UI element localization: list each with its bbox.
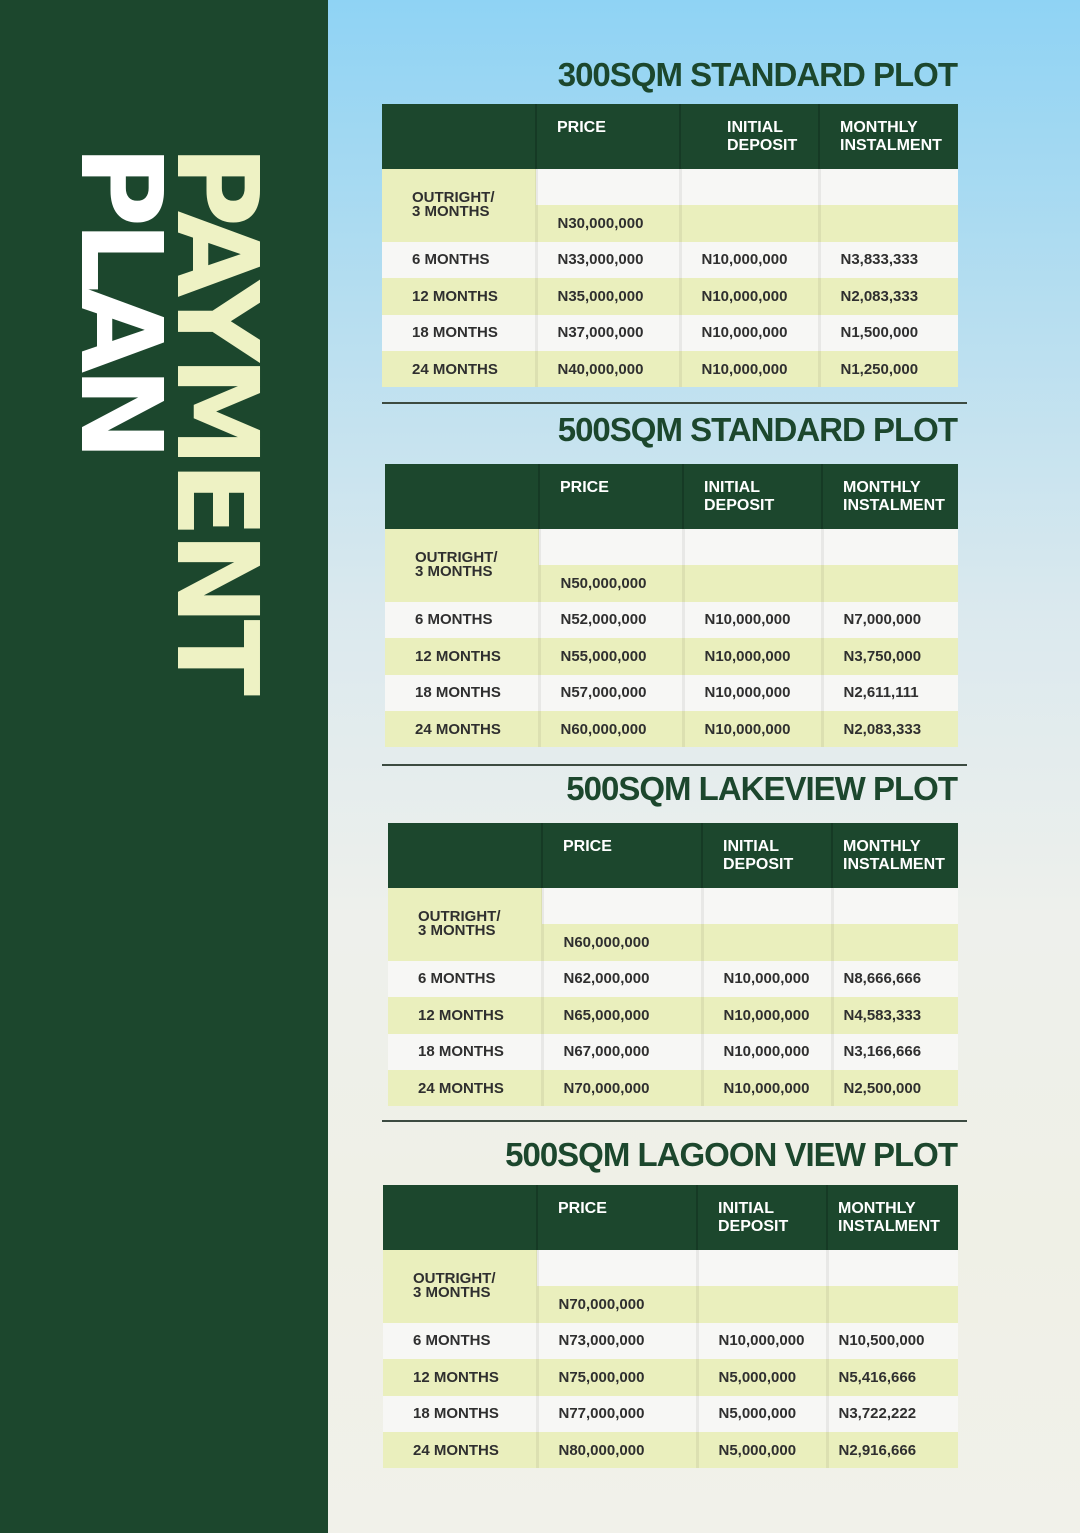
price-cell: N52,000,000 xyxy=(539,602,683,638)
term-cell: 6 MONTHS xyxy=(383,1323,537,1359)
header-price: PRICE xyxy=(542,823,702,888)
table-row xyxy=(383,1396,958,1432)
header-term xyxy=(382,104,536,169)
price-cell: N75,000,000 xyxy=(537,1359,697,1395)
table-row xyxy=(383,1250,958,1286)
monthly-cell: N8,666,666 xyxy=(832,961,958,997)
price-cell: N67,000,000 xyxy=(542,1034,702,1070)
monthly-cell: N1,250,000 xyxy=(819,351,958,387)
deposit-cell: N10,000,000 xyxy=(702,997,832,1033)
monthly-cell: N10,500,000 xyxy=(827,1323,958,1359)
term-cell: 24 MONTHS xyxy=(383,1432,537,1468)
section-divider xyxy=(382,1120,967,1122)
section-divider xyxy=(382,764,967,766)
monthly-cell: N5,416,666 xyxy=(827,1359,958,1395)
plan-title: 500SQM LAKEVIEW PLOT xyxy=(566,770,957,807)
header-term xyxy=(385,464,539,529)
price-cell: N33,000,000 xyxy=(536,242,680,278)
price-cell: N77,000,000 xyxy=(537,1396,697,1432)
deposit-cell xyxy=(683,565,822,601)
table-row xyxy=(383,1323,958,1359)
monthly-cell: N2,611,111 xyxy=(822,675,958,711)
term-cell: 6 MONTHS xyxy=(385,602,539,638)
term-cell: 18 MONTHS xyxy=(382,315,536,351)
monthly-cell xyxy=(827,1286,958,1322)
plan-title: 300SQM STANDARD PLOT xyxy=(557,56,957,93)
monthly-cell: N3,722,222 xyxy=(827,1396,958,1432)
term-cell: 12 MONTHS xyxy=(383,1359,537,1395)
term-cell: 18 MONTHS xyxy=(388,1034,542,1070)
plan-title: 500SQM LAGOON VIEW PLOT xyxy=(505,1136,957,1173)
title-payment: PAYMENT xyxy=(151,145,281,690)
monthly-cell xyxy=(822,565,958,601)
term-cell: OUTRIGHT/ 3 MONTHS xyxy=(388,888,542,961)
term-cell: 6 MONTHS xyxy=(382,242,536,278)
deposit-cell: N10,000,000 xyxy=(683,675,822,711)
sidebar-panel xyxy=(0,0,328,1533)
table-header-row xyxy=(385,464,958,529)
table-row xyxy=(383,1359,958,1395)
header-monthly: MONTHLY INSTALMENT xyxy=(822,464,958,529)
deposit-cell: N5,000,000 xyxy=(697,1432,827,1468)
term-cell: 24 MONTHS xyxy=(382,351,536,387)
table-header-row xyxy=(383,1185,958,1250)
deposit-cell: N10,000,000 xyxy=(680,351,819,387)
table-row xyxy=(382,278,958,314)
term-cell: 24 MONTHS xyxy=(388,1070,542,1106)
table-row xyxy=(382,351,958,387)
header-price: PRICE xyxy=(537,1185,697,1250)
term-cell: 12 MONTHS xyxy=(385,638,539,674)
section-divider xyxy=(382,402,967,404)
monthly-cell xyxy=(832,924,958,960)
monthly-cell: N2,083,333 xyxy=(822,711,958,747)
monthly-cell: N2,500,000 xyxy=(832,1070,958,1106)
header-price: PRICE xyxy=(536,104,680,169)
deposit-cell xyxy=(697,1286,827,1322)
price-cell: N65,000,000 xyxy=(542,997,702,1033)
table-row xyxy=(382,169,958,205)
price-cell: N40,000,000 xyxy=(536,351,680,387)
price-cell: N70,000,000 xyxy=(537,1286,697,1322)
term-cell: OUTRIGHT/ 3 MONTHS xyxy=(385,529,539,602)
table-row xyxy=(383,1432,958,1468)
deposit-cell: N5,000,000 xyxy=(697,1359,827,1395)
table-row xyxy=(385,711,958,747)
term-cell: 24 MONTHS xyxy=(385,711,539,747)
term-cell: 18 MONTHS xyxy=(383,1396,537,1432)
header-deposit: INITIAL DEPOSIT xyxy=(683,464,822,529)
table-header-row xyxy=(388,823,958,888)
header-monthly: MONTHLY INSTALMENT xyxy=(827,1185,958,1250)
monthly-cell: N3,833,333 xyxy=(819,242,958,278)
table-row xyxy=(385,675,958,711)
deposit-cell xyxy=(702,924,832,960)
table-row xyxy=(388,961,958,997)
table-row xyxy=(388,1034,958,1070)
header-term xyxy=(383,1185,537,1250)
price-cell: N60,000,000 xyxy=(542,924,702,960)
payment-table xyxy=(385,464,958,747)
header-monthly: MONTHLY INSTALMENT xyxy=(832,823,958,888)
price-cell: N35,000,000 xyxy=(536,278,680,314)
price-cell: N80,000,000 xyxy=(537,1432,697,1468)
price-cell: N30,000,000 xyxy=(536,205,680,241)
payment-table xyxy=(383,1185,958,1468)
plan-title: 500SQM STANDARD PLOT xyxy=(557,411,957,448)
table-row xyxy=(385,602,958,638)
monthly-cell: N4,583,333 xyxy=(832,997,958,1033)
deposit-cell: N10,000,000 xyxy=(697,1323,827,1359)
price-cell: N50,000,000 xyxy=(539,565,683,601)
deposit-cell: N10,000,000 xyxy=(702,1034,832,1070)
deposit-cell: N5,000,000 xyxy=(697,1396,827,1432)
monthly-cell: N2,083,333 xyxy=(819,278,958,314)
term-cell: 12 MONTHS xyxy=(382,278,536,314)
price-cell: N37,000,000 xyxy=(536,315,680,351)
deposit-cell: N10,000,000 xyxy=(702,961,832,997)
payment-table xyxy=(388,823,958,1106)
deposit-cell: N10,000,000 xyxy=(680,278,819,314)
table-row xyxy=(388,997,958,1033)
table-header-row xyxy=(382,104,958,169)
deposit-cell: N10,000,000 xyxy=(683,711,822,747)
header-term xyxy=(388,823,542,888)
header-price: PRICE xyxy=(539,464,683,529)
deposit-cell: N10,000,000 xyxy=(680,242,819,278)
price-cell: N70,000,000 xyxy=(542,1070,702,1106)
monthly-cell xyxy=(819,205,958,241)
deposit-cell xyxy=(680,205,819,241)
monthly-cell: N3,750,000 xyxy=(822,638,958,674)
deposit-cell: N10,000,000 xyxy=(702,1070,832,1106)
title-plan: PLAN xyxy=(55,145,185,455)
table-row xyxy=(385,638,958,674)
price-cell: N60,000,000 xyxy=(539,711,683,747)
deposit-cell: N10,000,000 xyxy=(680,315,819,351)
table-row xyxy=(388,888,958,924)
header-deposit: INITIAL DEPOSIT xyxy=(680,104,819,169)
table-row xyxy=(385,529,958,565)
monthly-cell: N3,166,666 xyxy=(832,1034,958,1070)
header-deposit: INITIAL DEPOSIT xyxy=(702,823,832,888)
term-cell: 6 MONTHS xyxy=(388,961,542,997)
price-cell: N57,000,000 xyxy=(539,675,683,711)
deposit-cell: N10,000,000 xyxy=(683,638,822,674)
price-cell: N62,000,000 xyxy=(542,961,702,997)
monthly-cell: N1,500,000 xyxy=(819,315,958,351)
term-cell: 18 MONTHS xyxy=(385,675,539,711)
table-row xyxy=(382,315,958,351)
term-cell: OUTRIGHT/ 3 MONTHS xyxy=(382,169,536,242)
deposit-cell: N10,000,000 xyxy=(683,602,822,638)
price-cell: N55,000,000 xyxy=(539,638,683,674)
header-deposit: INITIAL DEPOSIT xyxy=(697,1185,827,1250)
price-cell: N73,000,000 xyxy=(537,1323,697,1359)
monthly-cell: N7,000,000 xyxy=(822,602,958,638)
payment-table xyxy=(382,104,958,387)
table-row xyxy=(388,1070,958,1106)
term-cell: 12 MONTHS xyxy=(388,997,542,1033)
table-row xyxy=(382,242,958,278)
monthly-cell: N2,916,666 xyxy=(827,1432,958,1468)
term-cell: OUTRIGHT/ 3 MONTHS xyxy=(383,1250,537,1323)
header-monthly: MONTHLY INSTALMENT xyxy=(819,104,958,169)
